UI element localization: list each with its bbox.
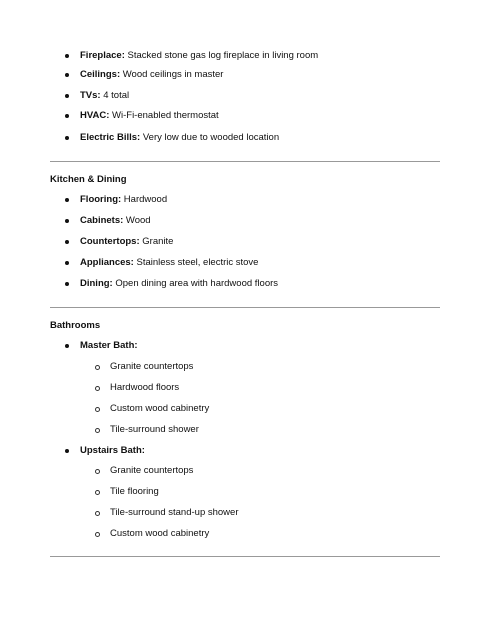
item-term: Ceilings: bbox=[80, 69, 121, 80]
sub-list-item bbox=[110, 382, 179, 394]
item-term: Countertops: bbox=[80, 236, 140, 247]
item-term: Cabinets: bbox=[80, 215, 124, 226]
bullet-icon bbox=[65, 73, 69, 77]
sub-list-item bbox=[110, 507, 239, 519]
section-divider bbox=[50, 307, 440, 308]
list-item-tvs bbox=[80, 90, 129, 102]
circle-bullet-icon bbox=[95, 490, 100, 495]
bullet-icon bbox=[65, 261, 69, 265]
circle-bullet-icon bbox=[95, 469, 100, 474]
list-item-dining bbox=[80, 278, 278, 290]
item-term: Upstairs Bath: bbox=[80, 445, 145, 456]
sub-list-item bbox=[110, 465, 193, 477]
circle-bullet-icon bbox=[95, 407, 100, 412]
item-text: Wi-Fi-enabled thermostat bbox=[109, 110, 219, 121]
list-item-appliances bbox=[80, 257, 258, 269]
item-text: Wood ceilings in master bbox=[120, 69, 224, 80]
item-text: Custom wood cabinetry bbox=[110, 403, 210, 414]
section-divider bbox=[50, 161, 440, 162]
bullet-icon bbox=[65, 54, 69, 58]
section-heading-kitchen: Kitchen & Dining bbox=[50, 174, 127, 185]
item-text: Very low due to wooded location bbox=[140, 132, 280, 143]
item-term: Appliances: bbox=[80, 257, 134, 268]
sub-list-item bbox=[110, 361, 193, 373]
list-item-electric-bills bbox=[80, 132, 279, 144]
list-item-ceilings bbox=[80, 69, 223, 81]
list-item-upstairs-bath bbox=[80, 445, 145, 457]
item-term: Flooring: bbox=[80, 194, 122, 205]
bullet-icon bbox=[65, 240, 69, 244]
list-item-master-bath bbox=[80, 340, 138, 352]
item-text: Open dining area with hardwood floors bbox=[112, 278, 279, 289]
item-text: Stainless steel, electric stove bbox=[133, 257, 259, 268]
section-divider bbox=[50, 556, 440, 557]
item-text: Granite countertops bbox=[110, 465, 194, 476]
item-text: Stacked stone gas log fireplace in living room bbox=[124, 50, 319, 61]
circle-bullet-icon bbox=[95, 386, 100, 391]
item-text: Hardwood bbox=[121, 194, 168, 205]
sub-list-item bbox=[110, 424, 199, 436]
bullet-icon bbox=[65, 198, 69, 202]
circle-bullet-icon bbox=[95, 532, 100, 537]
bullet-icon bbox=[65, 219, 69, 223]
item-text: Tile-surround shower bbox=[110, 424, 199, 435]
item-text: 4 total bbox=[100, 90, 130, 101]
circle-bullet-icon bbox=[95, 428, 100, 433]
item-text: Custom wood cabinetry bbox=[110, 528, 210, 539]
item-term: TVs: bbox=[80, 90, 101, 101]
bullet-icon bbox=[65, 344, 69, 348]
item-text: Hardwood floors bbox=[110, 382, 180, 393]
item-text: Tile-surround stand-up shower bbox=[110, 507, 239, 518]
item-term: Fireplace: bbox=[80, 50, 125, 61]
item-text: Tile flooring bbox=[110, 486, 159, 497]
sub-list-item bbox=[110, 528, 209, 540]
item-term: HVAC: bbox=[80, 110, 110, 121]
item-term: Dining: bbox=[80, 278, 113, 289]
item-term: Electric Bills: bbox=[80, 132, 141, 143]
sub-list-item bbox=[110, 486, 159, 498]
item-text: Granite bbox=[139, 236, 174, 247]
circle-bullet-icon bbox=[95, 365, 100, 370]
bullet-icon bbox=[65, 282, 69, 286]
bullet-icon bbox=[65, 449, 69, 453]
circle-bullet-icon bbox=[95, 511, 100, 516]
list-item-hvac bbox=[80, 110, 219, 122]
bullet-icon bbox=[65, 114, 69, 118]
item-text: Wood bbox=[123, 215, 151, 226]
list-item-cabinets bbox=[80, 215, 151, 227]
list-item-countertops bbox=[80, 236, 173, 248]
item-term: Master Bath: bbox=[80, 340, 138, 351]
list-item-fireplace bbox=[80, 50, 318, 62]
list-item-flooring bbox=[80, 194, 167, 206]
item-text: Granite countertops bbox=[110, 361, 194, 372]
sub-list-item bbox=[110, 403, 209, 415]
bullet-icon bbox=[65, 94, 69, 98]
bullet-icon bbox=[65, 136, 69, 140]
section-heading-bathrooms: Bathrooms bbox=[50, 320, 101, 331]
